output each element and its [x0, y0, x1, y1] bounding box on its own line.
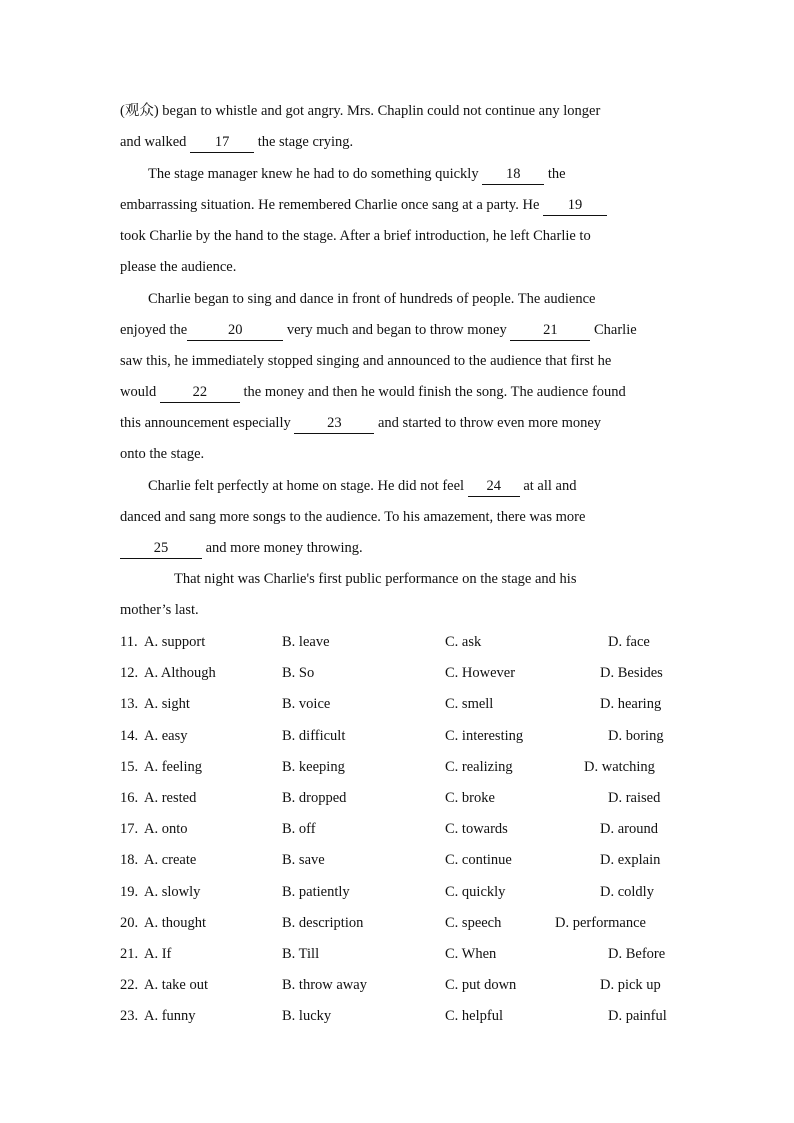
text-line — [120, 190, 675, 221]
text-line — [120, 315, 675, 346]
question-number: 19. — [120, 883, 139, 900]
text-segment: enjoyed the — [120, 322, 188, 338]
question-number: 13. — [120, 696, 139, 713]
text-segment: embarrassing situation. He remembered Charlie once sang at a party. He — [120, 197, 544, 213]
question-number: 16. — [120, 789, 139, 806]
text-line: danced and sang more songs to the audience. To his amazement, there was more — [120, 509, 586, 525]
question-row — [120, 814, 680, 845]
option-b: B. save — [282, 852, 325, 869]
blank-22: 22 — [160, 382, 240, 403]
option-a: A. sight — [144, 696, 190, 713]
option-c: C. smell — [445, 696, 494, 713]
text-line: (观众) began to whistle and got angry. Mrs. Chaplin could not continue any longer — [120, 103, 601, 119]
text-segment: would — [120, 384, 160, 400]
question-row — [120, 658, 680, 689]
option-b: B. dropped — [282, 789, 347, 806]
option-d: D. boring — [608, 727, 664, 744]
option-a: A. support — [144, 634, 206, 650]
text-line — [120, 377, 675, 408]
text-segment: the stage crying. — [254, 134, 354, 150]
text-line: please the audience. — [120, 259, 237, 275]
paragraph-3 — [120, 284, 675, 470]
paragraph-2 — [120, 159, 675, 283]
option-a: A. If — [144, 945, 172, 962]
question-number: 17. — [120, 821, 139, 838]
option-d: D. Besides — [600, 665, 663, 682]
text-line — [120, 127, 675, 158]
question-number: 15. — [120, 758, 139, 775]
text-line: mother’s last. — [120, 602, 199, 618]
blank-19: 19 — [543, 195, 607, 216]
option-c: C. However — [445, 665, 516, 682]
option-b: B. off — [282, 821, 316, 838]
option-d: D. performance — [555, 914, 646, 931]
option-b: B. description — [282, 914, 364, 931]
option-b: B. keeping — [282, 758, 345, 775]
text-segment: at all and — [519, 478, 577, 494]
option-d: D. face — [608, 634, 650, 650]
question-row — [120, 627, 680, 658]
option-a: A. easy — [144, 727, 188, 744]
question-row — [120, 908, 680, 939]
option-d: D. raised — [608, 789, 661, 806]
blank-21: 21 — [510, 320, 590, 341]
option-a: A. thought — [144, 914, 207, 931]
option-c: C. When — [445, 945, 497, 962]
question-number: 11. — [120, 634, 138, 650]
text-segment: very much and began to throw money — [283, 322, 511, 338]
question-row — [120, 689, 680, 720]
option-a: A. funny — [144, 1008, 196, 1025]
blank-18: 18 — [482, 164, 544, 185]
paragraph-4 — [120, 471, 675, 564]
option-c: C. quickly — [445, 883, 506, 900]
answer-options-list — [120, 627, 680, 1032]
question-row — [120, 970, 680, 1001]
question-row — [120, 752, 680, 783]
question-row — [120, 877, 680, 908]
question-row — [120, 845, 680, 876]
paragraph-1 — [120, 96, 675, 158]
question-number: 22. — [120, 977, 139, 994]
question-row — [120, 783, 680, 814]
option-d: D. explain — [600, 852, 661, 869]
option-a: A. rested — [144, 789, 197, 806]
option-a: A. onto — [144, 821, 188, 838]
option-b: B. leave — [282, 634, 330, 650]
option-c: C. helpful — [445, 1008, 503, 1025]
option-b: B. Till — [282, 945, 320, 962]
option-a: A. take out — [144, 977, 209, 994]
option-b: B. difficult — [282, 727, 346, 744]
question-number: 12. — [120, 665, 139, 682]
text-line: onto the stage. — [120, 446, 205, 462]
text-segment: and more money throwing. — [202, 540, 363, 556]
option-b: B. voice — [282, 696, 331, 713]
text-segment: Charlie — [590, 322, 637, 338]
text-line — [120, 408, 675, 439]
option-d: D. pick up — [600, 977, 661, 994]
option-d: D. Before — [608, 945, 666, 962]
option-d: D. watching — [584, 758, 655, 775]
option-d: D. around — [600, 821, 658, 838]
text-segment: The stage manager knew he had to do something quickly — [148, 166, 483, 182]
blank-23: 23 — [294, 413, 374, 434]
text-segment: the money and then he would finish the song. The audience found — [239, 384, 626, 400]
paragraph-5 — [120, 564, 675, 626]
blank-24: 24 — [468, 476, 520, 497]
text-segment: and started to throw even more money — [374, 415, 602, 431]
option-a: A. create — [144, 852, 197, 869]
question-number: 14. — [120, 727, 139, 744]
option-d: D. hearing — [600, 696, 662, 713]
option-a: A. Although — [144, 665, 216, 682]
question-number: 18. — [120, 852, 139, 869]
text-line — [120, 533, 675, 564]
text-segment: and walked — [120, 134, 191, 150]
blank-25: 25 — [120, 538, 202, 559]
blank-17: 17 — [190, 132, 254, 153]
question-row — [120, 1001, 680, 1032]
option-c: C. interesting — [445, 727, 524, 744]
option-c: C. speech — [445, 914, 502, 931]
option-c: C. towards — [445, 821, 508, 838]
text-line: took Charlie by the hand to the stage. After a brief introduction, he left Charlie to — [120, 228, 591, 244]
option-c: C. continue — [445, 852, 512, 869]
question-row — [120, 721, 680, 752]
option-c: C. put down — [445, 977, 517, 994]
question-number: 23. — [120, 1008, 139, 1025]
question-number: 20. — [120, 914, 139, 931]
text-line — [120, 159, 675, 190]
text-line: That night was Charlie's first public performance on the stage and his — [174, 571, 577, 587]
text-line: saw this, he immediately stopped singing and announced to the audience that first he — [120, 353, 612, 369]
option-a: A. feeling — [144, 758, 202, 775]
text-segment: this announcement especially — [120, 415, 295, 431]
question-number: 21. — [120, 945, 139, 962]
option-b: B. patiently — [282, 883, 350, 900]
question-row — [120, 939, 680, 970]
option-c: C. realizing — [445, 758, 513, 775]
option-d: D. painful — [608, 1008, 667, 1025]
text-line: Charlie began to sing and dance in front of hundreds of people. The audience — [148, 291, 596, 307]
text-segment: Charlie felt perfectly at home on stage. He did not feel — [148, 478, 468, 494]
option-b: B. throw away — [282, 977, 367, 994]
option-b: B. lucky — [282, 1008, 332, 1025]
option-b: B. So — [282, 665, 315, 682]
blank-20: 20 — [187, 320, 283, 341]
option-d: D. coldly — [600, 883, 654, 900]
option-c: C. ask — [445, 634, 482, 650]
text-line — [120, 471, 675, 502]
text-segment: the — [544, 166, 566, 182]
option-c: C. broke — [445, 789, 495, 806]
option-a: A. slowly — [144, 883, 201, 900]
